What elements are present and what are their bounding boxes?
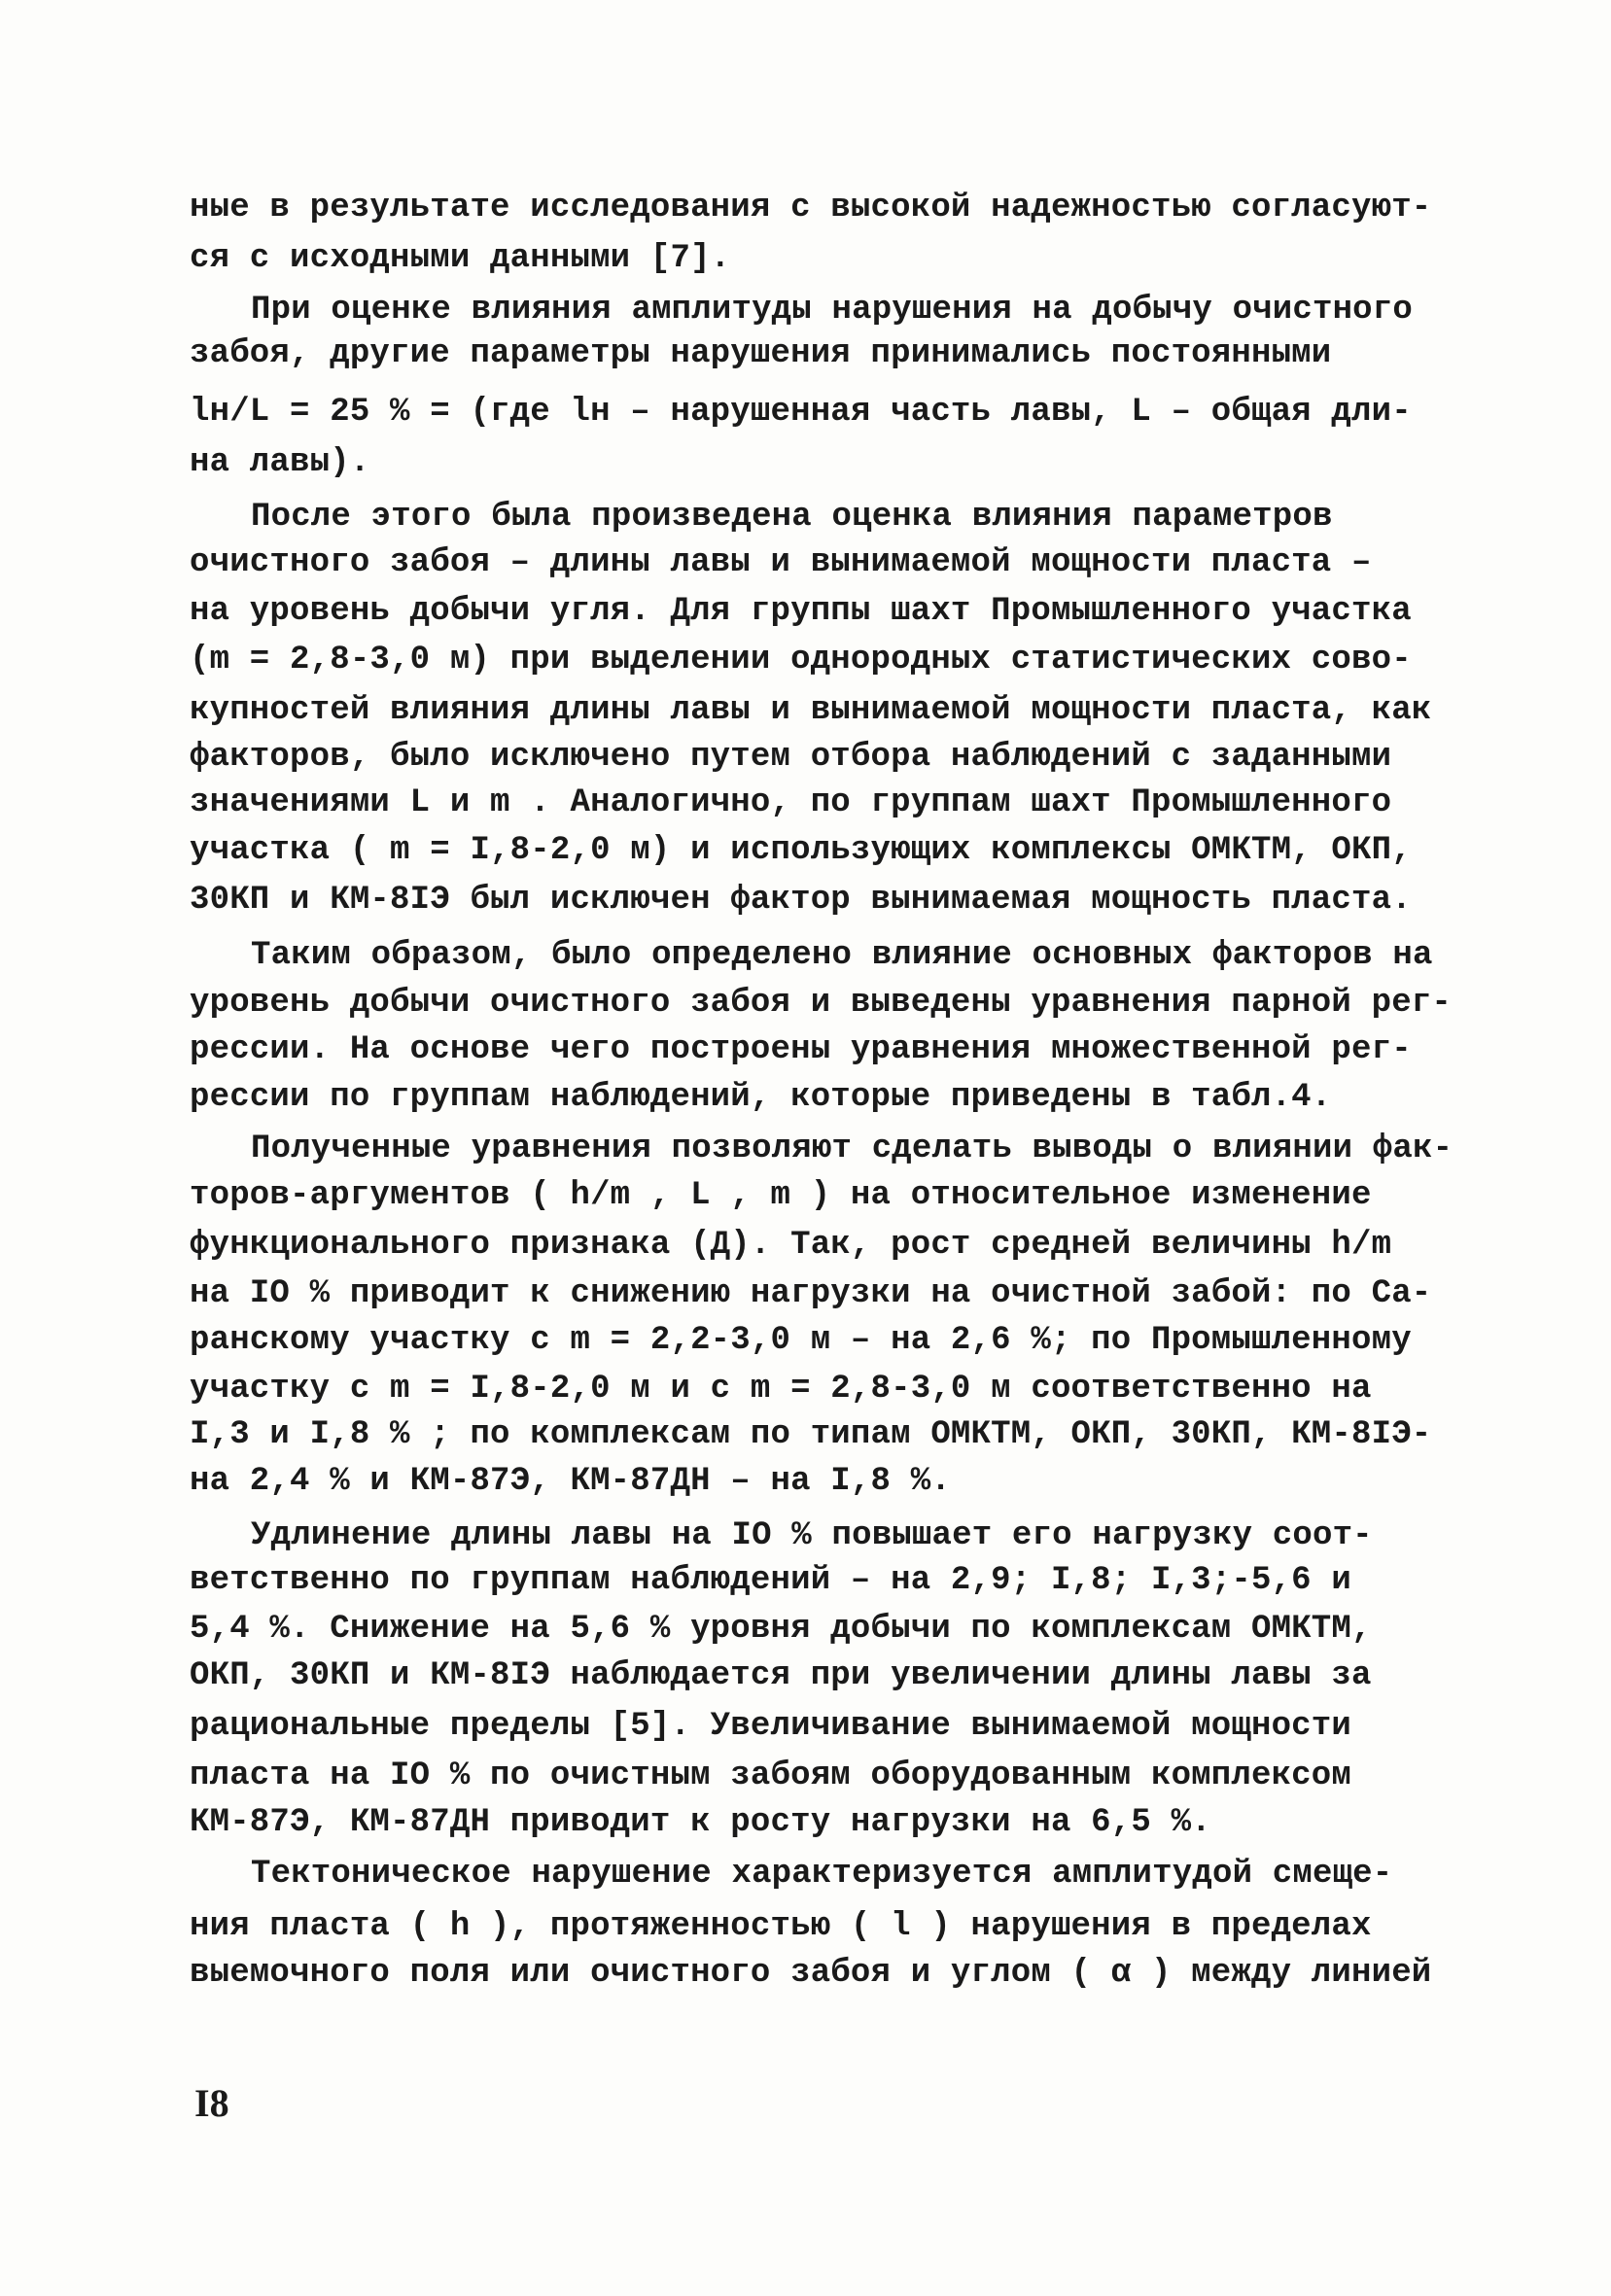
text-line: выемочного поля или очистного забоя и углом ( α ) между линией [190,1955,1432,1992]
page-number: I8 [194,2081,229,2125]
text-line: рациональные пределы [5]. Увеличивание вынимаемой мощности [190,1708,1351,1745]
text-line: lн/L = 25 % = (где lн – нарушенная часть лавы, L – общая дли- [190,394,1412,431]
text-line: ранскому участку с m = 2,2-3,0 м – на 2,6 %; по Промышленному [190,1322,1412,1359]
text-line: купностей влияния длины лавы и вынимаемой мощности пласта, как [190,692,1432,729]
text-line: 30КП и КМ-8IЭ был исключен фактор вынимаемая мощность пласта. [190,882,1412,919]
text-line: забоя, другие параметры нарушения принимались постоянными [190,335,1332,372]
text-line: пласта на IO % по очистным забоям оборудованным комплексом [190,1757,1351,1794]
text-line: 5,4 %. Снижение на 5,6 % уровня добычи по комплексам ОМКТМ, [190,1611,1372,1648]
text-line: на IO % приводит к снижению нагрузки на очистной забой: по Са- [190,1275,1432,1312]
text-line: на уровень добычи угля. Для группы шахт Промышленного участка [190,593,1412,630]
text-line: участка ( m = I,8-2,0 м) и использующих комплексы ОМКТМ, ОКП, [190,832,1412,869]
text-line: (m = 2,8-3,0 м) при выделении однородных статистических сово- [190,642,1412,678]
text-line: При оценке влияния амплитуды нарушения на добычу очистного [251,292,1413,329]
text-line: Удлинение длины лавы на IO % повышает его нагрузку соот- [251,1517,1373,1554]
text-line: ные в результате исследования с высокой надежностью согласуют- [190,190,1432,226]
text-line: ветственно по группам наблюдений – на 2,9; I,8; I,3;-5,6 и [190,1562,1351,1599]
text-line: уровень добычи очистного забоя и выведены уравнения парной рег- [190,985,1453,1022]
text-line: КМ-87Э, КМ-87ДН приводит к росту нагрузки на 6,5 %. [190,1804,1211,1841]
text-line: факторов, было исключено путем отбора наблюдений с заданными [190,739,1392,776]
text-line: ОКП, 30КП и КМ-8IЭ наблюдается при увеличении длины лавы за [190,1657,1372,1694]
text-line: Полученные уравнения позволяют сделать выводы о влиянии фак- [251,1131,1453,1167]
text-line: После этого была произведена оценка влияния параметров [251,499,1333,536]
text-line: значениями L и m . Аналогично, по группам шахт Промышленного [190,784,1392,821]
text-line: участку с m = I,8-2,0 м и с m = 2,8-3,0 м соответственно на [190,1371,1372,1408]
text-line: очистного забоя – длины лавы и вынимаемой мощности пласта – [190,544,1372,581]
text-line: торов-аргументов ( h/m , L , m ) на относительное изменение [190,1177,1372,1214]
text-line: ся с исходными данными [7]. [190,240,731,277]
text-line: функционального признака (Д). Так, рост средней величины h/m [190,1227,1392,1264]
text-line: на 2,4 % и КМ-87Э, КМ-87ДН – на I,8 %. [190,1463,951,1500]
text-line: рессии. На основе чего построены уравнения множественной рег- [190,1031,1412,1068]
text-line: Тектоническое нарушение характеризуется амплитудой смеще- [251,1856,1393,1893]
text-line: рессии по группам наблюдений, которые приведены в табл.4. [190,1079,1332,1116]
text-line: I,3 и I,8 % ; по комплексам по типам ОМКТМ, ОКП, 30КП, КМ-8IЭ- [190,1416,1432,1453]
text-line: Таким образом, было определено влияние основных факторов на [251,937,1433,974]
text-line: ния пласта ( h ), протяженностью ( l ) нарушения в пределах [190,1908,1372,1945]
text-line: на лавы). [190,444,370,481]
